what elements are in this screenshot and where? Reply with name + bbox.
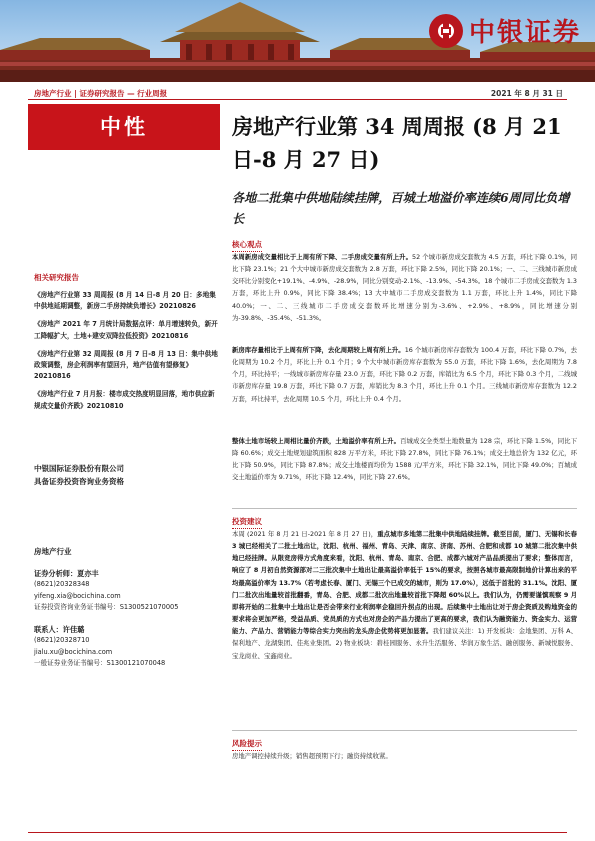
analyst-phone: (8621)20328348 — [34, 580, 90, 588]
key-point-body: 16 个城市新房库存套数为 100.4 万套，环比下降 0.7%，去化周期为 10.2 个月，环比上升 0.1 个月；9 个大中城市新房库存套数为 55.0 万套，环比下降 1.6%，去化周期为 7.8 个月，环比持平；一线城市新房库存量 23.0 万套，环比下降 0.2 万套，库销比为 6.5 个月，环比下降 0.3 个月，二线城市新房库存量 19.8 万套，环比下降 0.7 万套，库销比为 8.3 个月，环比上升 0.1 个月。三线城市新房库存套数为 12.2 万套，环比持平，去化周期 10.5 个月，环比上升 0.4 个月。 — [232, 346, 578, 403]
advice-paragraph — [232, 528, 577, 662]
analyst-cert: 证券投资咨询业务证书编号：S1300521070005 — [34, 603, 179, 611]
report-category: 房地产行业 | 证券研究报告 — 行业周报 — [34, 89, 168, 98]
bank-logo-icon — [429, 14, 463, 48]
report-title: 房地产行业第 34 周周报 (8 月 21 日-8 月 27 日) — [232, 114, 562, 172]
company-name: 中银国际证券股份有限公司 — [34, 464, 124, 473]
analyst-sector: 房地产行业 — [34, 547, 72, 556]
key-point-paragraph — [232, 344, 577, 405]
contact-name: 联系人：许佳璐 — [34, 624, 85, 634]
key-point-paragraph — [232, 435, 577, 484]
related-reports-heading: 相关研究报告 — [34, 273, 79, 282]
related-report-item: 《房地产行业第 33 周周报 (8 月 14 日-8 月 20 日：多地集中供地延期调整，新房二手房持续负增长》20210826 — [34, 291, 216, 311]
risk-heading: 风险提示 — [232, 738, 262, 751]
report-subtitle: 各地二批集中供地陆续挂牌，百城土地溢价率连续6周同比负增长 — [232, 191, 570, 226]
key-points-heading: 核心观点 — [232, 239, 262, 252]
brand-name: 中银证券 — [468, 18, 581, 48]
report-date: 2021 年 8 月 31 日 — [490, 89, 563, 98]
advice-tail: 我们建议关注：1) 开发板块：金地集团、万科 A、保利地产、龙湖集团、佳兆业集团。2) 物业板块：碧桂园服务、永升生活服务、华润万象生活、融创服务、新城悦服务、宝龙商业、宝鑫商业。 — [232, 627, 577, 660]
analyst-email: yifeng.xia@bocichina.com — [34, 591, 121, 600]
related-report-item: 《房地产 2021 年 7 月统计局数据点评：单月增速转负，新开工降幅扩大，土地+建安双降拉低投资》20210816 — [34, 320, 218, 340]
advice-bold: 重点城市多地第二批集中供地陆续挂牌。截至目前，厦门、无锡和长春 3 城已经相关了二批土地出让，沈阳、杭州、福州、青岛、天津、南京、济南、苏州、合肥和成都 10 城第二批次集中供地已经挂牌。从限竞房得方式角度来看，沈阳、杭州、青岛、南京、合肥、成都六城对产品品质提出了要求；整体而言，响应了 8 月初自然资源部对二三批次集中土地出让最高溢价率低于 15%的要求，按照各城市最高限制地价计算出来的平均最高溢价率为 13.7%（若考虑长春、厦门、无锡三个已成交的城市，则为 17.0%），远低于首批的 31.1%。沈阳、厦门二批次出地量较首批翻番，青岛、合肥、成都二批次出地量较首批下降超 60%以上。我们认为，仍需要谨慎观察 9 月即将开始的二批集中土地出让是否会带来行业利润率企稳回升拐点的出现。后续集中土地出让对于房企资质及购地资金的要求将会更加严格，受益品质、党员质的方式也对房企的产品力提出了更高的要求，我们认为融资能力、资金实力、运营能力、产品力、营销能力等综合实力突出的龙头房企优势将更加显著。 — [232, 530, 577, 636]
contact-email: jialu.xu@bocichina.com — [34, 647, 113, 656]
footer-rule — [28, 832, 567, 833]
analyst-name: 证券分析师：夏亦丰 — [34, 568, 99, 578]
related-report-item: 《房地产行业 7 月月报：楼市成交热度明显回落，地市供应新规成交量价齐跌》20210810 — [34, 390, 215, 410]
section-divider — [232, 508, 577, 509]
key-point-lead: 整体土地市场较上周相比量价齐跌，土地溢价率有所上升。 — [232, 437, 401, 445]
related-reports — [34, 272, 220, 412]
advice-lead: 本周 (2021 年 8 月 21 日-2021 年 8 月 27 日)， — [232, 530, 378, 538]
analyst-block — [34, 546, 220, 670]
related-report-item: 《房地产行业第 32 周周报 (8 月 7 日-8 月 13 日：集中供地政策调整，房企利润率有望回升，地产估值有望修复》20210816 — [34, 349, 218, 381]
rating-badge: 中性 — [28, 104, 220, 150]
contact-phone: (8621)20328710 — [34, 636, 90, 644]
brand-logo — [429, 12, 581, 49]
company-info — [34, 462, 220, 488]
key-point-body: 百城成交全类型土地数量为 128 宗，环比下降 1.5%，同比下降 60.6%；成交土地规划建筑面积 828 万平方米，环比下降 27.8%，同比下降 76.1%；成交土地总价为 132 亿元，环比下降 50.9%，同比下降 87.8%；成交土地楼面均价为 1588 元/平方米，环比下降 32.1%，同比下降 49.0%；百城成交土地溢价率为 9.71%，环比下降 12.4%，同比下降 27.6%。 — [232, 437, 578, 482]
key-point-body: 52 个城市新房成交套数为 4.5 万套，环比下降 0.1%，同比下降 23.1%；21 个大中城市新房成交套数为 2.8 万套，环比下降 2.5%，同比下降 20.1%；一、二、三线城市新房成交环比分别变化+19.1%、-4.9%、-28.9%，同比分别变动-2.1%、-13.9%、-54.3%。18 个城市二手房成交套数为 1.3 万套，环比上升 0.9%，同比下降 38.4%；13 大中城市二手房成交套数为 1.1 万套，环比上升 1.4%，同比下降 40.0%；一、二、三线城市二手房成交套数环比增速分别为-3.6%、+2.9%、+8.9%，同比增速分别为-39.8%、-35.4%、-51.3%。 — [232, 253, 578, 322]
section-divider — [232, 730, 577, 731]
key-point-paragraph — [232, 251, 577, 324]
key-point-lead: 本周新房成交量相比于上周有所下降、二手房成交量有所上升。 — [232, 253, 413, 261]
header-banner — [0, 0, 595, 82]
risk-text: 房地产调控持续升级；销售超预期下行；融资持续收紧。 — [232, 752, 392, 760]
contact-cert: 一般证券业务证书编号：S1300121070048 — [34, 659, 166, 667]
company-qualification: 具备证券投资咨询业务资格 — [34, 477, 124, 486]
key-point-lead: 新房库存量相比于上周有所下降，去化周期较上周有所上升。 — [232, 346, 405, 354]
advice-heading: 投资建议 — [232, 516, 262, 529]
report-meta-bar — [28, 86, 567, 100]
